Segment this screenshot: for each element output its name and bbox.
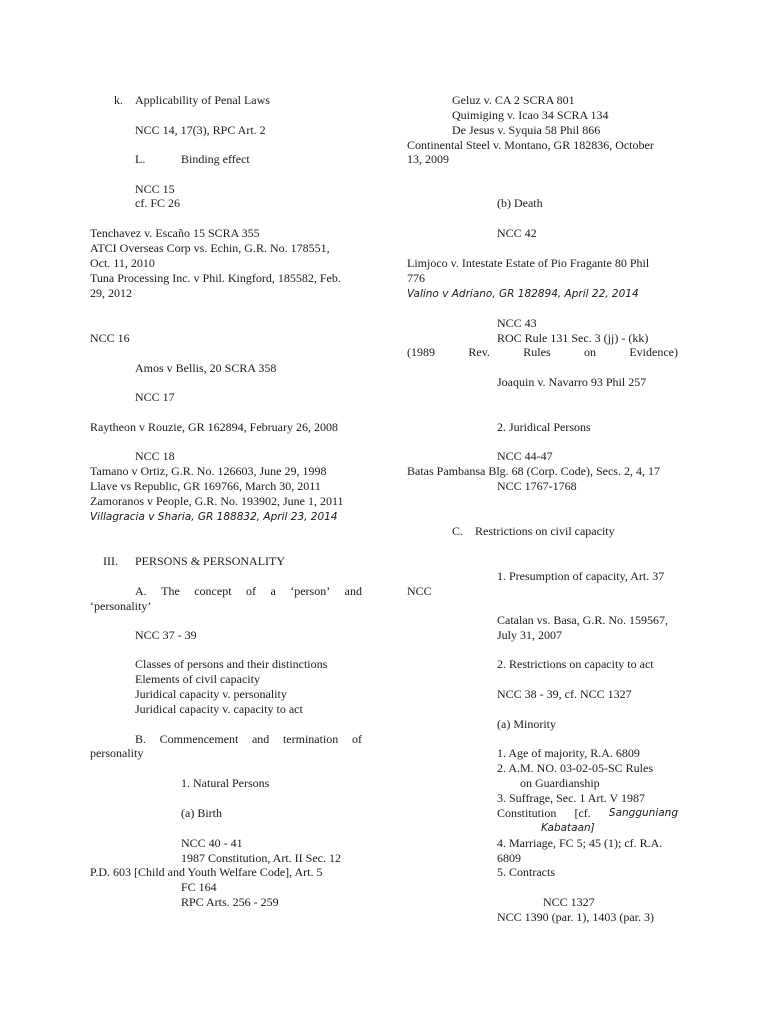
citation-line: NCC 17 bbox=[135, 390, 175, 404]
word: and bbox=[344, 584, 362, 598]
case-citation: Tuna Processing Inc. v Phil. Kingford, 185582, Feb. bbox=[90, 271, 341, 285]
list-item: 4. Marriage, FC 5; 45 (1); cf. R.A. bbox=[497, 836, 663, 850]
list-item: 2. A.M. NO. 03-02-05-SC Rules bbox=[497, 761, 654, 775]
citation-line: NCC bbox=[407, 584, 432, 598]
subheading-death: (b) Death bbox=[497, 196, 543, 210]
list-item-italic: Kabataan] bbox=[541, 822, 595, 834]
outline-marker-iii: III. bbox=[103, 554, 118, 568]
case-citation: 13, 2009 bbox=[407, 152, 449, 166]
word: Rev. bbox=[468, 345, 490, 359]
case-citation-italic: Villagracia v Sharia, GR 188832, April 23, 2014 bbox=[90, 511, 338, 523]
case-citation: Oct. 11, 2010 bbox=[90, 256, 155, 270]
case-citation: 29, 2012 bbox=[90, 286, 132, 300]
topic-line: Juridical capacity v. capacity to act bbox=[135, 702, 303, 716]
citation-line: NCC 40 - 41 bbox=[181, 836, 243, 850]
case-citation: De Jesus v. Syquia 58 Phil 866 bbox=[452, 123, 601, 137]
citation-line: NCC 1390 (par. 1), 1403 (par. 3) bbox=[497, 910, 654, 924]
word: [cf. bbox=[574, 806, 591, 820]
citation-line: Batas Pambansa Blg. 68 (Corp. Code), Secs. 2, 4, 17 bbox=[407, 464, 660, 478]
word: (1989 bbox=[407, 345, 435, 359]
word: termination bbox=[282, 732, 339, 746]
subheading-restrictions: Restrictions on civil capacity bbox=[475, 524, 615, 538]
case-citation: Amos v Bellis, 20 SCRA 358 bbox=[135, 361, 277, 375]
list-item: 1. Age of majority, R.A. 6809 bbox=[497, 746, 640, 760]
word: Rules bbox=[523, 345, 551, 359]
citation-line: RPC Arts. 256 - 259 bbox=[181, 895, 279, 909]
citation-justified-line bbox=[407, 345, 678, 359]
citation-line: NCC 14, 17(3), RPC Art. 2 bbox=[135, 123, 266, 137]
case-citation: Zamoranos v People, G.R. No. 193902, June 1, 2011 bbox=[90, 494, 344, 508]
heading-applicability: Applicability of Penal Laws bbox=[135, 93, 270, 107]
word: a bbox=[270, 584, 276, 598]
list-item-justified bbox=[497, 806, 678, 820]
topic-line: Classes of persons and their distinctions bbox=[135, 657, 328, 671]
topic-line: Elements of civil capacity bbox=[135, 672, 260, 686]
citation-line: 1987 Constitution, Art. II Sec. 12 bbox=[181, 851, 341, 865]
citation-line: NCC 18 bbox=[135, 449, 175, 463]
citation-line: NCC 15 bbox=[135, 182, 175, 196]
subheading-minority: (a) Minority bbox=[497, 717, 556, 731]
citation-line: NCC 37 - 39 bbox=[135, 628, 197, 642]
list-item: 3. Suffrage, Sec. 1 Art. V 1987 bbox=[497, 791, 645, 805]
subheading-a-line2: ‘personality’ bbox=[90, 599, 152, 613]
word: A. bbox=[135, 584, 147, 598]
word: Evidence) bbox=[629, 345, 678, 359]
word: Commencement bbox=[159, 732, 239, 746]
heading-binding-effect: Binding effect bbox=[181, 152, 250, 166]
citation-line: NCC 42 bbox=[497, 226, 537, 240]
citation-line: FC 164 bbox=[181, 880, 217, 894]
case-citation: July 31, 2007 bbox=[497, 628, 563, 642]
case-citation: Continental Steel v. Montano, GR 182836, October bbox=[407, 138, 654, 152]
list-item: 5. Contracts bbox=[497, 865, 555, 879]
subheading-a-line1 bbox=[135, 584, 362, 598]
word: concept bbox=[194, 584, 232, 598]
citation-line: cf. FC 26 bbox=[135, 196, 180, 210]
word: on bbox=[583, 345, 596, 359]
case-citation: Llave vs Republic, GR 169766, March 30, 2011 bbox=[90, 479, 321, 493]
case-citation: ATCI Overseas Corp vs. Echin, G.R. No. 178551, bbox=[90, 241, 330, 255]
outline-marker-c: C. bbox=[452, 524, 464, 538]
case-citation: Tamano v Ortiz, G.R. No. 126603, June 29, 1998 bbox=[90, 464, 327, 478]
citation-line: NCC 38 - 39, cf. NCC 1327 bbox=[497, 687, 632, 701]
section-heading-persons: PERSONS & PERSONALITY bbox=[135, 554, 286, 568]
topic-line: Juridical capacity v. personality bbox=[135, 687, 287, 701]
subheading-b-line2: personality bbox=[90, 746, 144, 760]
subheading-birth: (a) Birth bbox=[181, 806, 222, 820]
word: Constitution bbox=[497, 806, 557, 820]
subheading-natural-persons: 1. Natural Persons bbox=[181, 776, 270, 790]
case-citation: Tenchavez v. Escaño 15 SCRA 355 bbox=[90, 226, 260, 240]
case-citation: Quimiging v. Icao 34 SCRA 134 bbox=[452, 108, 609, 122]
word-italic: Sangguniang bbox=[608, 807, 678, 819]
case-citation: Raytheon v Rouzie, GR 162894, February 26, 2008 bbox=[90, 420, 338, 434]
word: ‘person’ bbox=[290, 584, 331, 598]
subheading-presumption: 1. Presumption of capacity, Art. 37 bbox=[497, 569, 665, 583]
citation-line: ROC Rule 131 Sec. 3 (jj) - (kk) bbox=[497, 331, 649, 345]
case-citation: 776 bbox=[407, 271, 425, 285]
case-citation: Limjoco v. Intestate Estate of Pio Fragante 80 Phil bbox=[407, 256, 650, 270]
case-citation: Catalan vs. Basa, G.R. No. 159567, bbox=[497, 613, 668, 627]
list-item-continued: on Guardianship bbox=[520, 776, 600, 790]
word: of bbox=[246, 584, 256, 598]
subheading-juridical-persons: 2. Juridical Persons bbox=[497, 420, 591, 434]
citation-line: NCC 1767-1768 bbox=[497, 479, 577, 493]
citation-line: NCC 1327 bbox=[543, 895, 595, 909]
citation-line: NCC 43 bbox=[497, 316, 537, 330]
citation-line: NCC 44-47 bbox=[497, 449, 553, 463]
subheading-b-line1 bbox=[135, 732, 362, 746]
list-item-continued: 6809 bbox=[497, 851, 521, 865]
word: B. bbox=[135, 732, 147, 746]
word: The bbox=[161, 584, 180, 598]
outline-marker-l: L. bbox=[135, 152, 146, 166]
outline-marker-k: k. bbox=[114, 93, 123, 107]
case-citation: Joaquin v. Navarro 93 Phil 257 bbox=[497, 375, 647, 389]
subheading-restrictions-act: 2. Restrictions on capacity to act bbox=[497, 657, 654, 671]
citation-line: NCC 16 bbox=[90, 331, 130, 345]
word: of bbox=[351, 732, 362, 746]
citation-line: P.D. 603 [Child and Youth Welfare Code], Art. 5 bbox=[90, 865, 323, 879]
case-citation-italic: Valino v Adriano, GR 182894, April 22, 2014 bbox=[407, 288, 639, 300]
case-citation: Geluz v. CA 2 SCRA 801 bbox=[452, 93, 575, 107]
word: and bbox=[251, 732, 270, 746]
